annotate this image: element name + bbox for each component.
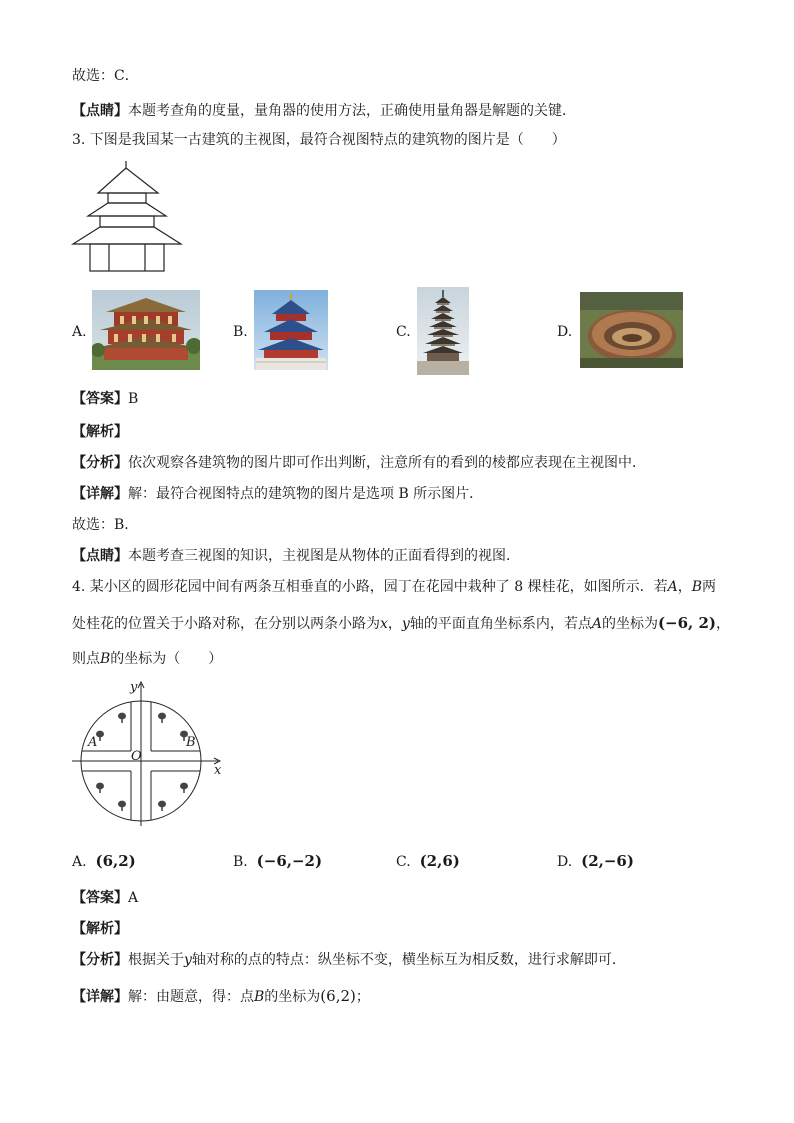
q4-sep: ， (677, 579, 692, 595)
analysis-4 (72, 950, 626, 970)
option-3a-label: A. (72, 324, 87, 340)
option-value: (2,6) (419, 852, 460, 870)
option-letter: A. (72, 854, 87, 870)
analysis-text: 根据关于 (128, 952, 184, 968)
analysis-heading-3: 【解析】 (72, 424, 128, 440)
answer-value: B (128, 391, 139, 407)
option-4c[interactable] (396, 851, 460, 872)
option-letter: D. (557, 854, 573, 870)
q4-text: 的坐标为 (601, 616, 658, 632)
question-3: 3. 下图是我国某一古建筑的主视图，最符合视图特点的建筑物的图片是（ ） (72, 132, 566, 148)
q4-text: 轴的平面直角坐标系内，若点 (409, 616, 592, 632)
option-3b-label: B. (233, 324, 248, 340)
y-axis-label: y (130, 680, 138, 695)
q4-sep: ， (387, 616, 402, 632)
point-a-var: A (591, 616, 602, 632)
detail-text: 解：由题意，得：点 (128, 989, 254, 1005)
detail-4 (72, 986, 370, 1007)
point-b-label: B (186, 735, 196, 750)
garden-coordinate-diagram (70, 676, 230, 834)
yueyang-tower-photo[interactable] (92, 290, 200, 370)
option-4d[interactable] (557, 851, 634, 872)
point-b-var: B (254, 989, 265, 1005)
option-value: (2,−6) (581, 852, 634, 870)
option-value: (−6,−2) (256, 852, 323, 870)
answer-3 (72, 389, 138, 409)
option-value: (6,2) (95, 852, 136, 870)
option-4a[interactable] (72, 851, 136, 872)
q4-text: 处桂花的位置关于小路对称，在分别以两条小路为 (72, 616, 380, 632)
comment-line (72, 101, 576, 121)
comment-tag: 【点睛】 (72, 103, 128, 119)
answer-tag: 【答案】 (72, 391, 128, 407)
option-4b[interactable] (233, 851, 322, 872)
detail-tag: 【详解】 (72, 486, 128, 502)
analysis-heading-4: 【解析】 (72, 921, 128, 937)
detail-3 (72, 484, 483, 504)
detail-text: 的坐标为 (264, 989, 321, 1005)
answer-value: A (128, 890, 139, 906)
comment-text: 本题考查角的度量，量角器的使用方法，正确使用量角器是解题的关键． (128, 103, 576, 119)
comment-text: 本题考查三视图的知识，主视图是从物体的正面看得到的视图． (128, 548, 520, 564)
q4-text: 的坐标为（ ） (110, 651, 223, 667)
option-letter: B. (233, 854, 248, 870)
analysis-text: 依次观察各建筑物的图片即可作出判断，注意所有的看到的棱都应表现在主视图中． (128, 455, 646, 471)
question-4-line-3 (72, 649, 222, 669)
analysis-text: 轴对称的点的特点：纵坐标不变，横坐标互为相反数，进行求解即可． (191, 952, 626, 968)
pagoda-photo[interactable] (417, 287, 469, 375)
analysis-tag: 【分析】 (72, 952, 128, 968)
answer-choice-line: 故选：C． (72, 68, 139, 84)
y-var: y (401, 616, 410, 632)
point-a-label: A (88, 735, 98, 750)
comment-3 (72, 546, 520, 566)
q4-text: 4. 某小区的圆形花园中间有两条互相垂直的小路，园丁在花园中栽种了 8 棵桂花，如图所示．若 (72, 579, 668, 595)
tulou-photo[interactable] (580, 292, 683, 368)
detail-text-end: ； (355, 989, 370, 1005)
q4-text-end: 两 (702, 579, 717, 595)
analysis-3 (72, 453, 646, 473)
x-axis-label: x (214, 763, 222, 778)
x-var: x (380, 616, 388, 632)
option-3d-label: D. (557, 324, 573, 340)
y-var: y (184, 952, 192, 968)
point-a-var: A (667, 579, 678, 595)
coordinate-b: (6,2) (320, 987, 356, 1005)
detail-text: 解：最符合视图特点的建筑物的图片是选项 B 所示图片． (128, 486, 484, 502)
answer-tag: 【答案】 (72, 890, 128, 906)
point-b-var: B (691, 579, 703, 595)
temple-of-heaven-photo[interactable] (254, 290, 328, 370)
option-3c-label: C. (396, 324, 411, 340)
choice-3: 故选：B． (72, 517, 139, 533)
point-b-var: B (100, 651, 111, 667)
q4-text: 则点 (72, 651, 100, 667)
question-4-line-2 (72, 613, 730, 634)
origin-label: O (131, 749, 142, 764)
q4-text-end: ， (716, 616, 731, 632)
comment-tag: 【点睛】 (72, 548, 128, 564)
front-view-drawing (70, 160, 185, 275)
coordinate-a: (−6, 2) (657, 614, 717, 632)
option-letter: C. (396, 854, 411, 870)
analysis-tag: 【分析】 (72, 455, 128, 471)
question-4-line-1 (72, 577, 716, 597)
answer-4 (72, 888, 138, 908)
detail-tag: 【详解】 (72, 989, 128, 1005)
